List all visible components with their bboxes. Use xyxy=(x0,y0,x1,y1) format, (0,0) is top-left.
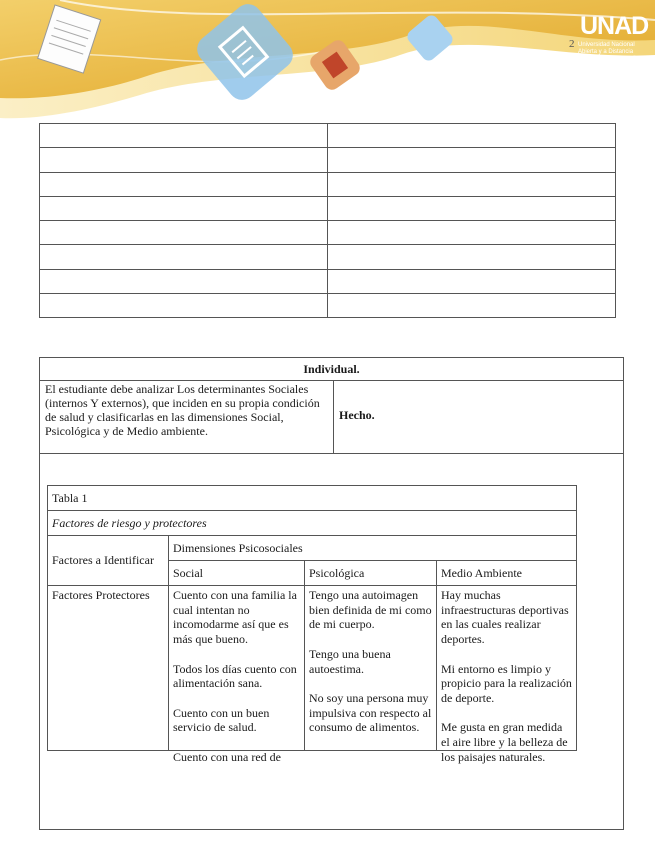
cell-social-content xyxy=(173,588,300,764)
header-banner-graphic xyxy=(0,0,655,120)
table-row xyxy=(48,586,577,751)
activity-title: Individual. xyxy=(40,358,624,381)
table-row xyxy=(40,196,616,220)
column-header-psicologica: Psicológica xyxy=(305,561,437,586)
empty-cell xyxy=(328,221,616,245)
table-group-row xyxy=(48,536,577,561)
factors-table xyxy=(47,485,577,764)
cell-medio-ambiente-content xyxy=(441,588,572,764)
factors-header: Factores a Identificar xyxy=(48,536,169,586)
blank-table xyxy=(39,123,616,318)
logo-subtitle-line1: Universidad Nacional xyxy=(578,42,635,48)
activity-status: Hecho. xyxy=(334,381,624,454)
column-header-medio-ambiente: Medio Ambiente xyxy=(437,561,577,586)
logo-subtitle-line2: Abierta y a Distancia xyxy=(578,49,634,55)
social-item: Cuento con una familia la cual intentan no incomodarme así que es más que bueno. xyxy=(173,588,297,647)
table-row xyxy=(40,148,616,172)
social-item: Cuento con una red de xyxy=(173,749,281,764)
empty-cell xyxy=(328,148,616,172)
activity-title-row xyxy=(40,358,624,381)
empty-cell xyxy=(40,245,328,269)
table-row xyxy=(40,124,616,148)
empty-cell xyxy=(40,148,328,172)
cell-medio-ambiente xyxy=(437,586,577,764)
medio-ambiente-item: Mi entorno es limpio y propicio para la realización de deporte. xyxy=(441,661,572,705)
cell-social xyxy=(169,586,305,764)
psicologica-item: Tengo una buena autoestima. xyxy=(309,646,391,676)
empty-cell xyxy=(328,196,616,220)
page-header xyxy=(0,0,655,120)
social-item: Cuento con un buen servicio de salud. xyxy=(173,705,270,735)
page-number: 2 xyxy=(569,38,575,50)
activity-description: El estudiante debe analizar Los determinantes Sociales (internos Y externos), que inciden en su propia condición de salud y clasificarlas en las dimensiones Social, Psicológica y de Medio ambiente. xyxy=(40,381,334,454)
empty-cell xyxy=(328,172,616,196)
empty-cell xyxy=(40,124,328,148)
empty-cell xyxy=(40,221,328,245)
table-caption-row xyxy=(48,486,577,511)
table-caption: Tabla 1 xyxy=(48,486,577,511)
activity-description-row xyxy=(40,381,624,454)
cell-psicologica-content xyxy=(309,588,432,748)
social-item: Todos los días cuento con alimentación sana. xyxy=(173,661,297,691)
table-row xyxy=(40,172,616,196)
psicologica-item: Tengo una autoimagen bien definida de mi como de mi cuerpo. xyxy=(309,588,432,632)
empty-cell xyxy=(40,172,328,196)
empty-cell xyxy=(40,294,328,318)
unad-logo xyxy=(578,6,652,60)
table-row xyxy=(40,294,616,318)
table-subtitle: Factores de riesgo y protectores xyxy=(48,511,577,536)
medio-ambiente-item: Hay muchas infraestructuras deportivas en las cuales realizar deportes. xyxy=(441,588,569,647)
empty-cell xyxy=(40,196,328,220)
row-label-protectores: Factores Protectores xyxy=(48,586,169,751)
blank-table-body xyxy=(40,124,616,318)
empty-cell xyxy=(328,294,616,318)
empty-cell xyxy=(328,124,616,148)
empty-cell xyxy=(328,245,616,269)
logo-mark: UNAD xyxy=(580,12,649,40)
psicologica-item: No soy una persona muy impulsiva con respecto al consumo de alimentos. xyxy=(309,690,432,735)
cell-psicologica xyxy=(305,586,437,751)
empty-cell xyxy=(40,269,328,293)
empty-cell xyxy=(328,269,616,293)
table-row xyxy=(40,221,616,245)
dimensions-header: Dimensiones Psicosociales xyxy=(169,536,577,561)
table-row xyxy=(40,269,616,293)
table-row xyxy=(40,245,616,269)
medio-ambiente-item: Me gusta en gran medida el aire libre y la belleza de los paisajes naturales. xyxy=(441,720,568,764)
column-header-social: Social xyxy=(169,561,305,586)
logo-subtitle xyxy=(578,42,635,56)
table-subtitle-row xyxy=(48,511,577,536)
